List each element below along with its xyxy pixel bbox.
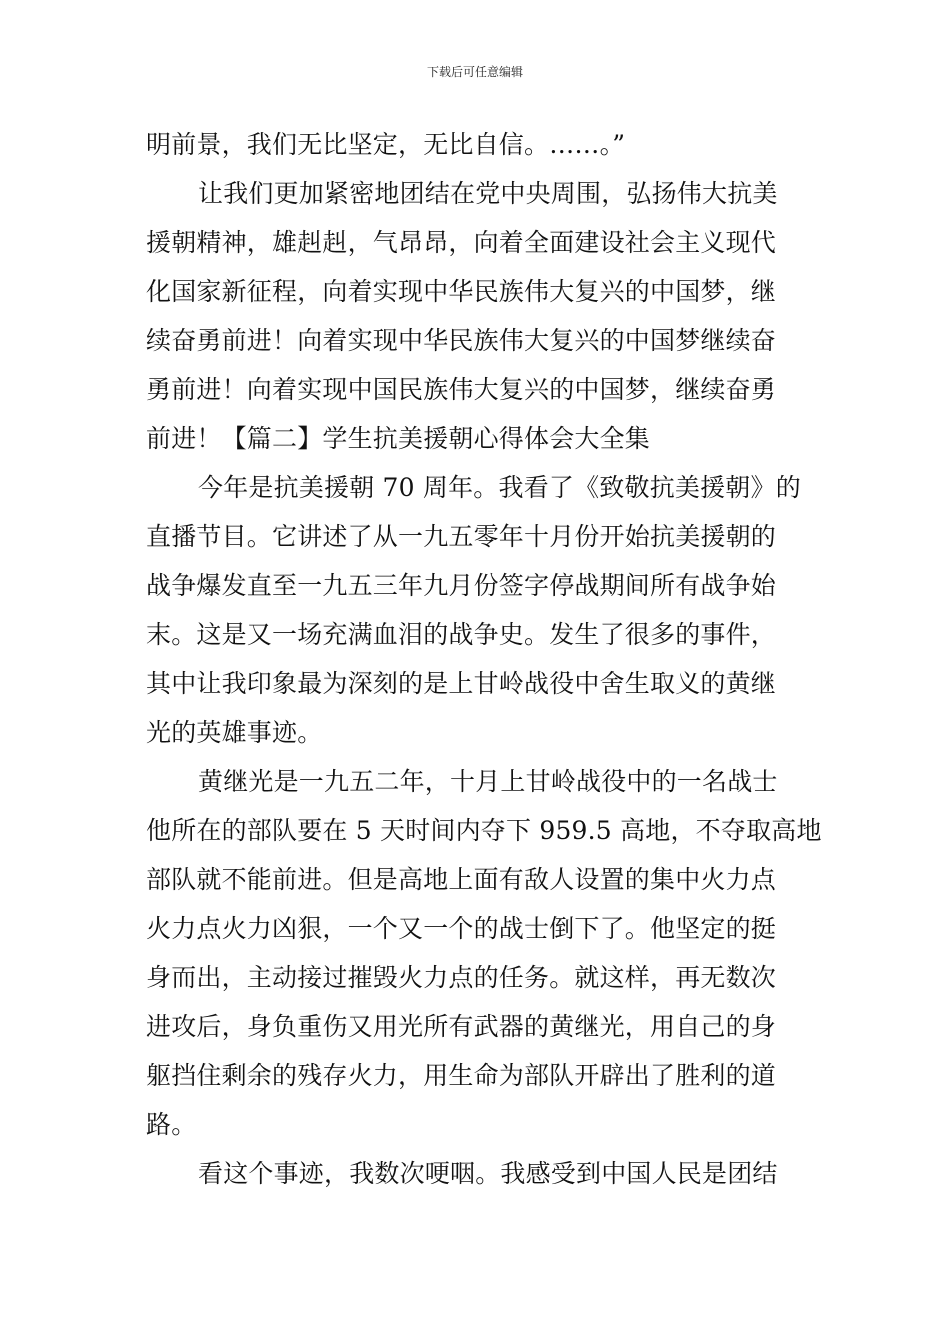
- text-line: 末。这是又一场充满血泪的战争史。发生了很多的事件，: [146, 620, 777, 649]
- text-line: 前进！【篇二】学生抗美援朝心得体会大全集: [146, 424, 651, 453]
- page-header: 下载后可任意编辑: [426, 65, 523, 79]
- text-line: 明前景，我们无比坚定，无比自信。……。”: [146, 130, 626, 159]
- text-line: 战争爆发直至一九五三年九月份签字停战期间所有战争始: [146, 571, 777, 600]
- text-line: 直播节目。它讲述了从一九五零年十月份开始抗美援朝的: [146, 522, 777, 551]
- text-line: 勇前进！向着实现中国民族伟大复兴的中国梦，继续奋勇: [146, 375, 777, 404]
- text-line: 路。: [146, 1110, 197, 1139]
- text-line: 部队就不能前进。但是高地上面有敌人设置的集中火力点: [146, 865, 777, 894]
- text-line: 今年是抗美援朝 70 周年。我看了《致敬抗美援朝》的: [198, 473, 801, 502]
- text-line: 援朝精神，雄赳赳，气昂昂，向着全面建设社会主义现代: [146, 228, 777, 257]
- text-line: 进攻后，身负重伤又用光所有武器的黄继光，用自己的身: [146, 1012, 777, 1041]
- text-line: 化国家新征程，向着实现中华民族伟大复兴的中国梦，继: [146, 277, 777, 306]
- text-line: 其中让我印象最为深刻的是上甘岭战役中舍生取义的黄继: [146, 669, 777, 698]
- text-line: 光的英雄事迹。: [146, 718, 323, 747]
- text-line: 躯挡住剩余的残存火力，用生命为部队开辟出了胜利的道: [146, 1061, 777, 1090]
- text-line: 火力点火力凶狠，一个又一个的战士倒下了。他坚定的挺: [146, 914, 777, 943]
- text-line: 身而出，主动接过摧毁火力点的任务。就这样，再无数次: [146, 963, 777, 992]
- text-line: 看这个事迹，我数次哽咽。我感受到中国人民是团结: [198, 1159, 778, 1188]
- text-line: 黄继光是一九五二年，十月上甘岭战役中的一名战士: [198, 767, 778, 796]
- document-body: [146, 120, 822, 1198]
- text-line: 让我们更加紧密地团结在党中央周围，弘扬伟大抗美: [198, 179, 778, 208]
- text-line: 续奋勇前进！向着实现中华民族伟大复兴的中国梦继续奋: [146, 326, 777, 355]
- text-line: 他所在的部队要在 5 天时间内夺下 959.5 高地，不夺取高地: [146, 816, 822, 845]
